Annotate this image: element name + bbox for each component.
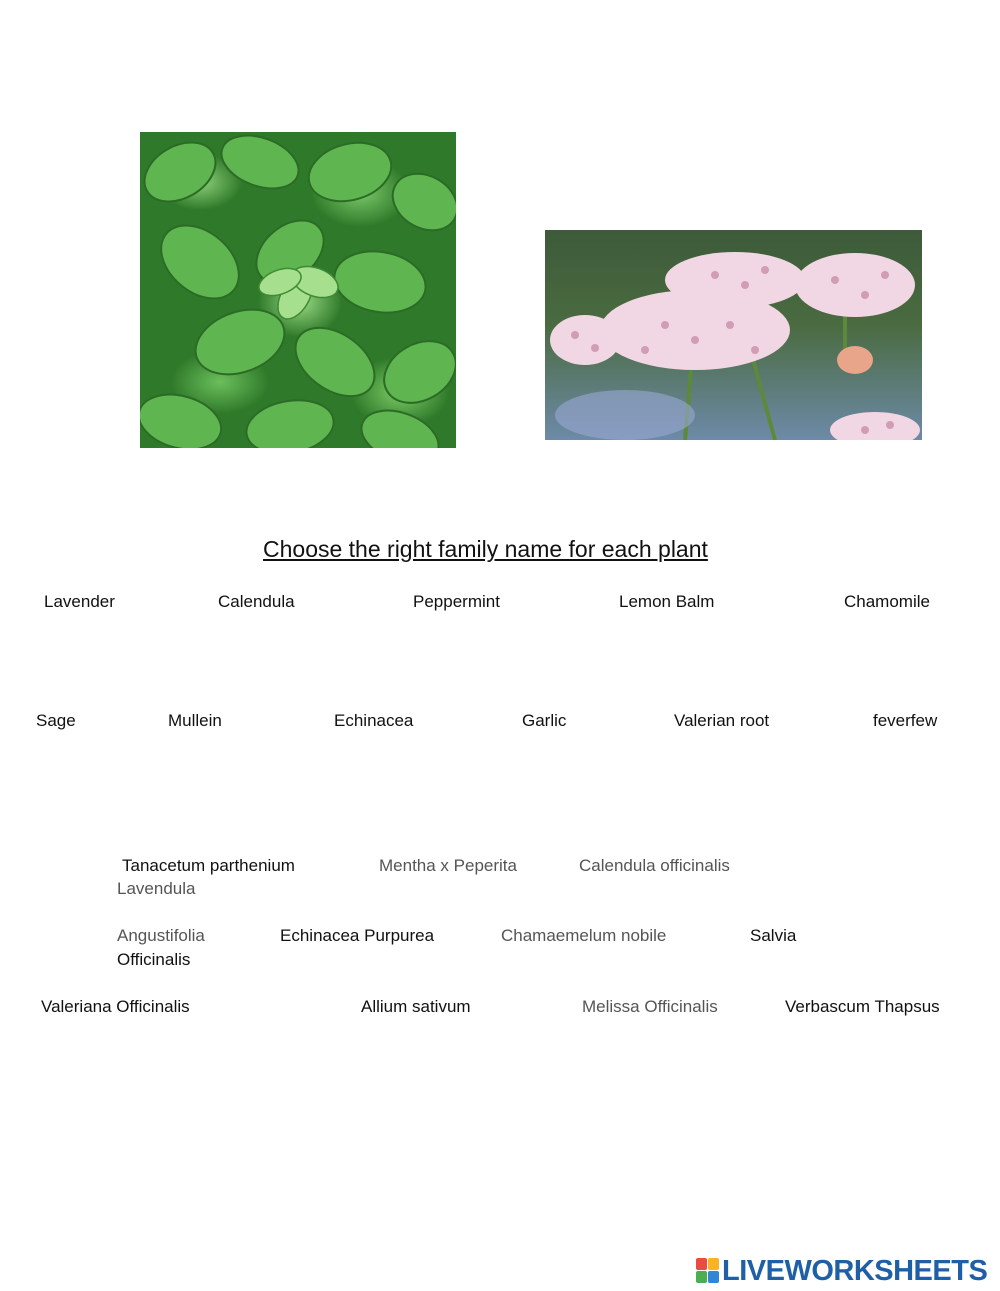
plant-garlic[interactable]: Garlic	[522, 711, 567, 730]
plant-calendula[interactable]: Calendula	[218, 592, 295, 611]
instruction-title: Choose the right family name for each plant	[263, 536, 708, 562]
latin-melissa[interactable]: Melissa Officinalis	[582, 997, 718, 1016]
liveworksheets-mark-icon	[696, 1258, 720, 1284]
latin-lavendula[interactable]: Lavendula	[117, 879, 196, 898]
latin-tanacetum[interactable]: Tanacetum parthenium	[122, 856, 295, 875]
latin-officinalis[interactable]: Officinalis	[117, 950, 191, 969]
liveworksheets-logo	[696, 1256, 987, 1286]
latin-allium[interactable]: Allium sativum	[361, 997, 471, 1016]
latin-verbascum[interactable]: Verbascum Thapsus	[785, 997, 940, 1016]
lemon-balm-photo	[140, 132, 456, 448]
latin-valeriana[interactable]: Valeriana Officinalis	[41, 997, 190, 1016]
logo-text: LIVEWORKSHEETS	[722, 1254, 988, 1287]
valerian-photo	[545, 230, 922, 440]
latin-echinacea[interactable]: Echinacea Purpurea	[280, 926, 435, 945]
plant-echinacea[interactable]: Echinacea	[334, 711, 414, 730]
latin-mentha[interactable]: Mentha x Peperita	[379, 856, 517, 875]
plant-peppermint[interactable]: Peppermint	[413, 592, 500, 611]
latin-chamaemelum[interactable]: Chamaemelum nobile	[501, 926, 667, 945]
latin-angustifolia[interactable]: Angustifolia	[117, 926, 205, 945]
plant-sage[interactable]: Sage	[36, 711, 76, 730]
plant-lemon-balm[interactable]: Lemon Balm	[619, 592, 715, 611]
latin-calendula[interactable]: Calendula officinalis	[579, 856, 730, 875]
plant-lavender[interactable]: Lavender	[44, 592, 115, 611]
plant-feverfew[interactable]: feverfew	[873, 711, 938, 730]
plant-chamomile[interactable]: Chamomile	[844, 592, 930, 611]
latin-salvia[interactable]: Salvia	[750, 926, 797, 945]
plant-valerian-root[interactable]: Valerian root	[674, 711, 770, 730]
plant-mullein[interactable]: Mullein	[168, 711, 222, 730]
